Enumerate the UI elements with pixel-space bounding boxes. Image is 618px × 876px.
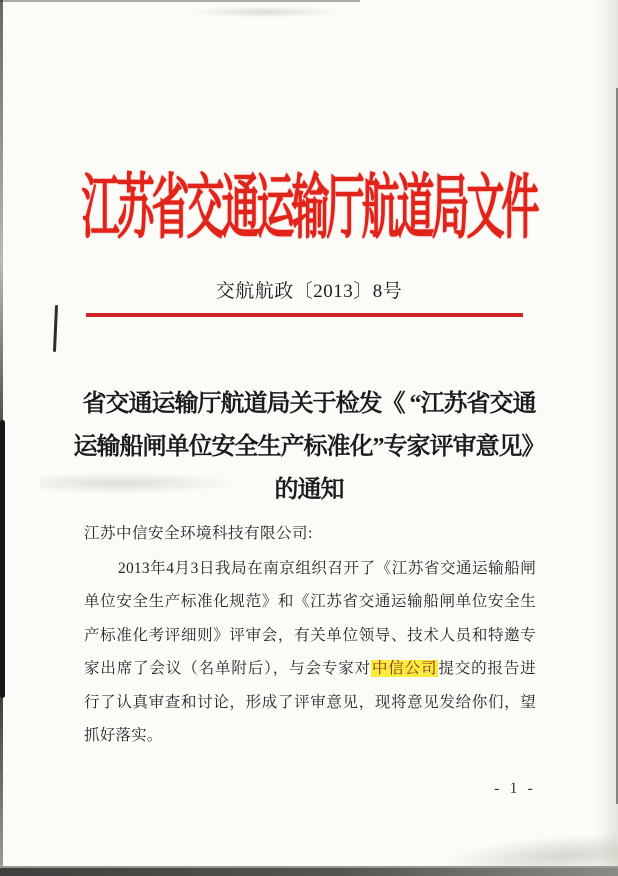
paragraph-line-2: 单位安全生产标准化规范》和《江苏省交通运输船闸单位安全生 (84, 593, 536, 611)
scan-edge-left-shadow (0, 420, 5, 698)
document-title-line-3: 的通知 (274, 477, 344, 503)
document-title-line-2: 运输船闸单位安全生产标准化”专家评审意见》 (73, 434, 545, 460)
paragraph-line-4 (84, 652, 536, 685)
scan-band-bottom (0, 866, 618, 876)
document-body (84, 516, 536, 752)
red-divider-line (86, 313, 523, 317)
pen-mark-artifact (53, 305, 58, 352)
paragraph-line-1: 2013年4月3日我局在南京组织召开了《江苏省交通运输船闸 (118, 560, 536, 577)
paragraph-line-4-after: 提交的报告进 (438, 660, 536, 678)
page-number: - 1 - (494, 780, 536, 797)
highlighted-company-name: 中信公司 (371, 660, 438, 678)
paragraph-line-4-before: 家出席了会议（名单附后），与会专家对 (84, 660, 371, 678)
paragraph-line-6: 抓好落实。 (84, 727, 163, 745)
paragraph-line-5: 行了认真审查和讨论，形成了评审意见，现将意见发给你们，望 (84, 693, 536, 711)
scan-edge-top (0, 0, 360, 2)
document-title (30, 383, 588, 512)
document-title-line-1: 省交通运输厅航道局关于检发《 “江苏省交通 (82, 391, 536, 417)
paragraph-line-3: 产标准化考评细则》评审会，有关单位领导、技术人员和特邀专 (84, 626, 536, 644)
document-reference-number: 交航航政〔2013〕8号 (215, 281, 403, 302)
letterhead-title: 江苏省交通运输厅航道局文件 (81, 170, 537, 249)
scan-smudge-top (190, 6, 340, 18)
scan-shadow-right (596, 0, 618, 876)
salutation: 江苏中信安全环境科技有限公司: (84, 525, 313, 542)
